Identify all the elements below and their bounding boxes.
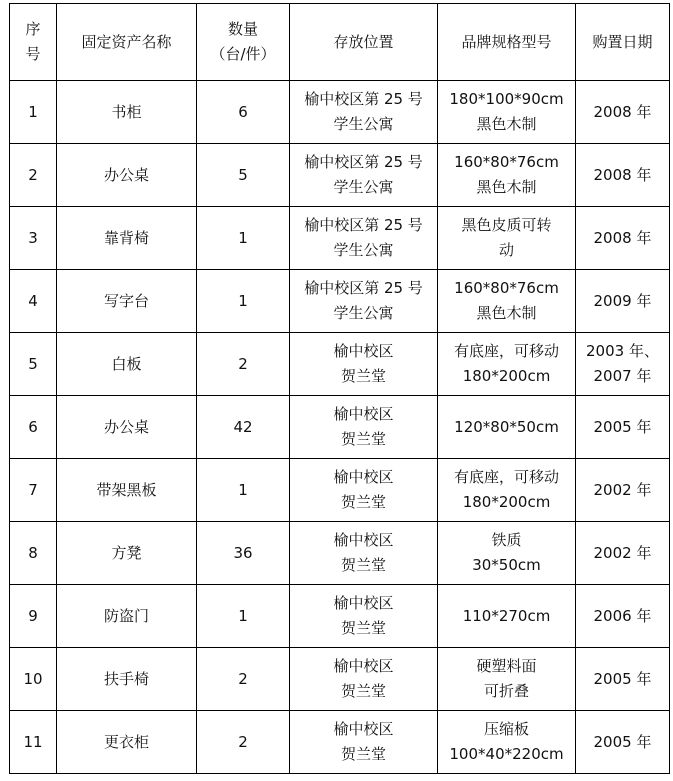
cell-date-line: 2002 年 <box>593 543 652 562</box>
table-body <box>10 81 670 774</box>
cell-location <box>290 522 438 585</box>
cell-date <box>576 81 670 144</box>
table-row <box>10 711 670 774</box>
cell-name: 书柜 <box>57 81 197 144</box>
cell-date <box>576 711 670 774</box>
cell-date <box>576 522 670 585</box>
cell-location-line: 榆中校区 <box>333 720 394 738</box>
fixed-assets-table <box>9 3 670 774</box>
cell-spec-line: 180*200cm <box>462 367 551 385</box>
cell-location-line: 榆中校区第 25 号 <box>304 216 423 234</box>
cell-location-line: 榆中校区 <box>333 468 394 486</box>
cell-date <box>576 207 670 270</box>
cell-no: 5 <box>10 333 57 396</box>
cell-name: 方凳 <box>57 522 197 585</box>
cell-spec-line: 160*80*76cm <box>454 279 559 297</box>
cell-date <box>576 333 670 396</box>
cell-location-line: 贺兰堂 <box>340 493 386 511</box>
cell-spec-line: 黑色木制 <box>476 304 537 322</box>
cell-spec-line: 黑色木制 <box>476 115 537 133</box>
cell-date-line: 2002 年 <box>593 480 652 499</box>
cell-name: 更衣柜 <box>57 711 197 774</box>
table-row <box>10 522 670 585</box>
cell-no: 9 <box>10 585 57 648</box>
cell-spec <box>438 333 576 396</box>
cell-location-line: 贺兰堂 <box>340 556 386 574</box>
cell-name: 防盗门 <box>57 585 197 648</box>
cell-no: 10 <box>10 648 57 711</box>
cell-spec-line: 110*270cm <box>462 606 551 625</box>
cell-no: 7 <box>10 459 57 522</box>
cell-date-line: 2008 年 <box>593 165 652 184</box>
cell-date <box>576 270 670 333</box>
cell-spec <box>438 459 576 522</box>
cell-location <box>290 270 438 333</box>
cell-location-line: 学生公寓 <box>333 241 394 259</box>
cell-spec-line: 180*200cm <box>462 493 551 511</box>
cell-no: 11 <box>10 711 57 774</box>
header-cell-quantity: 数量 （台/件） <box>197 4 290 81</box>
cell-location-line: 榆中校区 <box>333 594 394 612</box>
cell-spec-line: 180*100*90cm <box>449 90 564 108</box>
cell-spec-line: 压缩板 <box>483 720 529 738</box>
cell-date-line: 2009 年 <box>593 291 652 310</box>
cell-quantity: 1 <box>197 270 290 333</box>
cell-no: 2 <box>10 144 57 207</box>
cell-quantity: 1 <box>197 459 290 522</box>
cell-location-line: 贺兰堂 <box>340 682 386 700</box>
cell-location <box>290 144 438 207</box>
cell-date-line: 2005 年 <box>593 417 652 436</box>
cell-location-line: 榆中校区第 25 号 <box>304 90 423 108</box>
cell-quantity: 2 <box>197 333 290 396</box>
cell-location <box>290 207 438 270</box>
cell-location <box>290 81 438 144</box>
cell-spec-line: 有底座，可移动 <box>453 468 559 486</box>
cell-no: 3 <box>10 207 57 270</box>
document-page <box>9 3 670 774</box>
cell-spec <box>438 648 576 711</box>
cell-location-line: 学生公寓 <box>333 178 394 196</box>
cell-spec <box>438 270 576 333</box>
table-row <box>10 396 670 459</box>
cell-location <box>290 585 438 648</box>
cell-location-line: 榆中校区第 25 号 <box>304 279 423 297</box>
header-cell-spec: 品牌规格型号 <box>438 4 576 81</box>
cell-quantity: 1 <box>197 585 290 648</box>
cell-location-line: 学生公寓 <box>333 304 394 322</box>
cell-location-line: 榆中校区 <box>333 342 394 360</box>
cell-no: 8 <box>10 522 57 585</box>
cell-date-line: 2005 年 <box>593 732 652 751</box>
cell-name: 办公桌 <box>57 396 197 459</box>
cell-spec-line: 可折叠 <box>483 682 529 700</box>
cell-spec <box>438 81 576 144</box>
cell-spec-line: 动 <box>498 241 514 259</box>
cell-date-line: 2006 年 <box>593 606 652 625</box>
table-row <box>10 459 670 522</box>
table-row <box>10 270 670 333</box>
cell-name: 带架黑板 <box>57 459 197 522</box>
cell-quantity: 42 <box>197 396 290 459</box>
table-row <box>10 144 670 207</box>
cell-no: 6 <box>10 396 57 459</box>
cell-date <box>576 396 670 459</box>
cell-spec <box>438 144 576 207</box>
cell-date <box>576 585 670 648</box>
cell-location-line: 贺兰堂 <box>340 619 386 637</box>
cell-location-line: 贺兰堂 <box>340 745 386 763</box>
table-row <box>10 81 670 144</box>
cell-location <box>290 711 438 774</box>
header-cell-location: 存放位置 <box>290 4 438 81</box>
cell-location-line: 榆中校区第 25 号 <box>304 153 423 171</box>
cell-location-line: 榆中校区 <box>333 657 394 675</box>
header-cell-no: 序 号 <box>10 4 57 81</box>
table-row <box>10 648 670 711</box>
cell-spec-line: 铁质 <box>491 531 522 549</box>
cell-quantity: 2 <box>197 711 290 774</box>
cell-date-line: 2007 年 <box>593 367 652 385</box>
cell-quantity: 1 <box>197 207 290 270</box>
cell-name: 靠背椅 <box>57 207 197 270</box>
cell-location-line: 贺兰堂 <box>340 367 386 385</box>
cell-date-line: 2008 年 <box>593 228 652 247</box>
cell-location <box>290 396 438 459</box>
header-cell-name: 固定资产名称 <box>57 4 197 81</box>
cell-spec <box>438 396 576 459</box>
cell-location <box>290 648 438 711</box>
cell-spec-line: 黑色皮质可转 <box>461 216 552 234</box>
cell-location <box>290 459 438 522</box>
cell-location-line: 榆中校区 <box>333 531 394 549</box>
cell-spec-line: 有底座，可移动 <box>453 342 559 360</box>
header-cell-date: 购置日期 <box>576 4 670 81</box>
table-row <box>10 207 670 270</box>
cell-name: 办公桌 <box>57 144 197 207</box>
cell-no: 4 <box>10 270 57 333</box>
cell-quantity: 6 <box>197 81 290 144</box>
header-row <box>10 4 670 81</box>
cell-name: 写字台 <box>57 270 197 333</box>
cell-quantity: 5 <box>197 144 290 207</box>
cell-location-line: 贺兰堂 <box>340 430 386 448</box>
table-row <box>10 333 670 396</box>
cell-location <box>290 333 438 396</box>
cell-spec <box>438 711 576 774</box>
cell-spec <box>438 207 576 270</box>
cell-spec-line: 100*40*220cm <box>449 745 564 763</box>
cell-name: 扶手椅 <box>57 648 197 711</box>
cell-quantity: 2 <box>197 648 290 711</box>
cell-spec-line: 30*50cm <box>472 556 541 574</box>
cell-date-line: 2003 年、 <box>586 342 659 360</box>
cell-date-line: 2005 年 <box>593 669 652 688</box>
cell-location-line: 榆中校区 <box>333 405 394 423</box>
cell-spec <box>438 585 576 648</box>
cell-location-line: 学生公寓 <box>333 115 394 133</box>
cell-spec <box>438 522 576 585</box>
cell-date <box>576 648 670 711</box>
cell-spec-line: 黑色木制 <box>476 178 537 196</box>
cell-quantity: 36 <box>197 522 290 585</box>
table-row <box>10 585 670 648</box>
cell-date <box>576 459 670 522</box>
cell-name: 白板 <box>57 333 197 396</box>
cell-date <box>576 144 670 207</box>
cell-date-line: 2008 年 <box>593 102 652 121</box>
cell-no: 1 <box>10 81 57 144</box>
cell-spec-line: 160*80*76cm <box>454 153 559 171</box>
cell-spec-line: 120*80*50cm <box>454 417 559 436</box>
cell-spec-line: 硬塑料面 <box>476 657 537 675</box>
